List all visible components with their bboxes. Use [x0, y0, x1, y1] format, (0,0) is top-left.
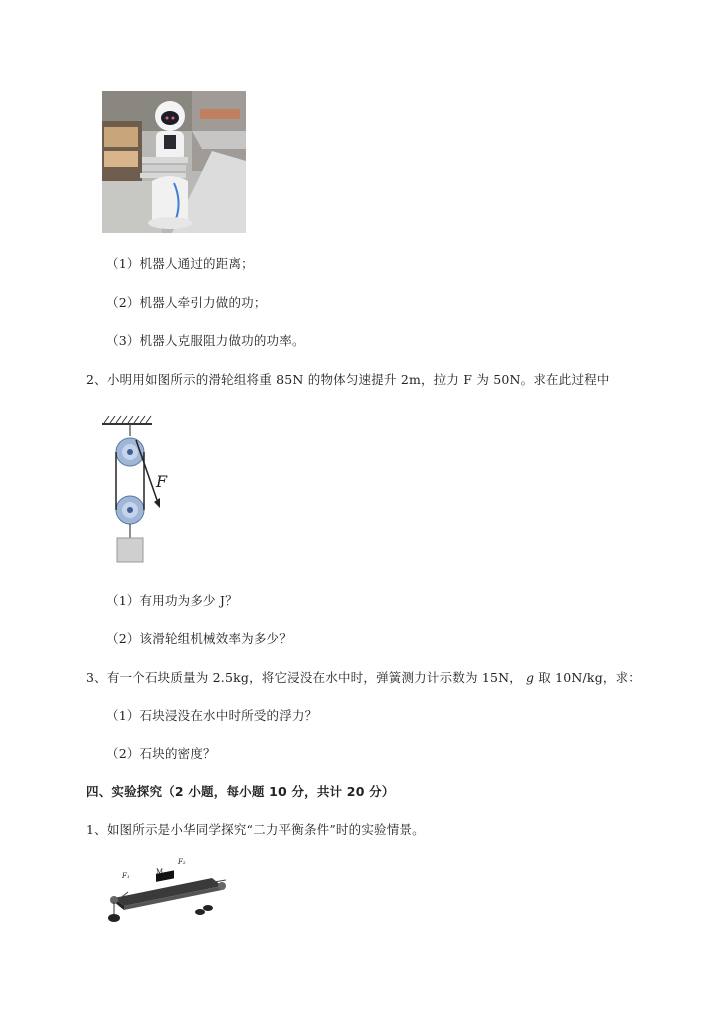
label-m: M [156, 868, 164, 876]
force-label-f: F [156, 472, 168, 491]
q1-subquestion-3: （3）机器人克服阻力做功的功率。 [106, 333, 305, 348]
q3-subquestion-2: （2）石块的密度？ [106, 746, 216, 761]
q2-stem: 2、小明用如图所示的滑轮组将重 85N 的物体匀速提升 2m，拉力 F 为 50N。求在此过程中 [86, 372, 610, 387]
section4-q1-stem: 1、如图所示是小华同学探究“二力平衡条件”时的实验情景。 [86, 822, 425, 837]
q3-stem [86, 670, 641, 686]
q2-subquestion-2: （2）该滑轮组机械效率为多少？ [106, 631, 292, 646]
label-f2: F₂ [178, 858, 186, 866]
q3-stem-part-a: 3、有一个石块质量为 2.5kg，将它浸没在水中时，弹簧测力计示数为 15N， [86, 670, 522, 685]
label-f1: F₁ [122, 872, 130, 880]
section-4-heading: 四、实验探究（2 小题，每小题 10 分，共计 20 分） [86, 784, 395, 799]
q1-subquestion-1: （1）机器人通过的距离； [106, 256, 254, 271]
robot-photo [102, 91, 246, 233]
balance-experiment-diagram [104, 856, 244, 928]
g-symbol: g [526, 670, 535, 685]
q3-subquestion-1: （1）石块浸没在水中时所受的浮力？ [106, 708, 318, 723]
q1-subquestion-2: （2）机器人牵引力做的功； [106, 295, 267, 310]
q2-subquestion-1: （1）有用功为多少 J？ [106, 593, 238, 608]
q3-stem-part-b: 取 10N/kg，求： [538, 670, 642, 685]
pulley-diagram [100, 410, 180, 570]
